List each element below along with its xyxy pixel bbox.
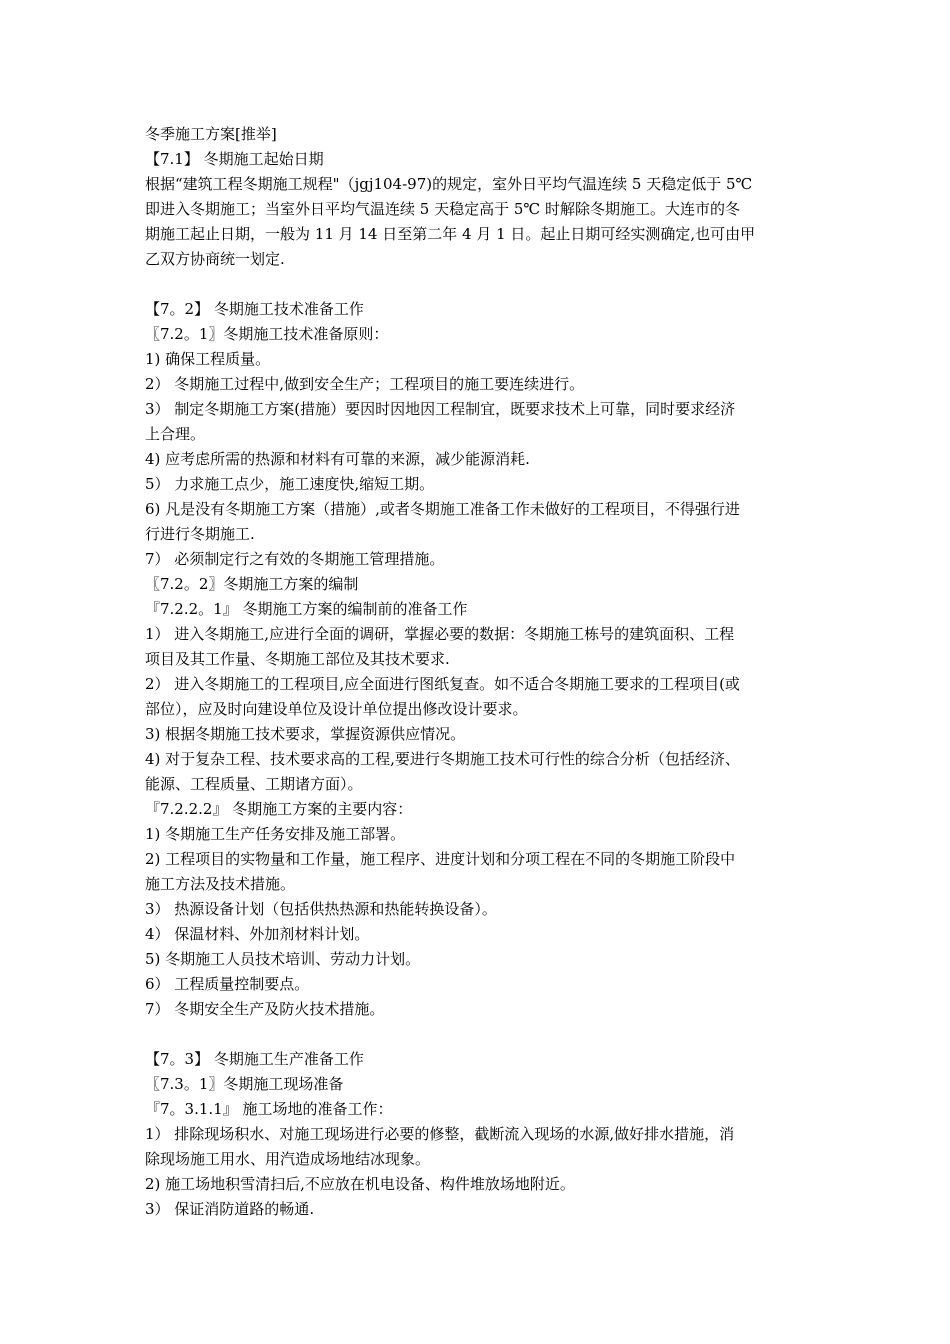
list-item: 1) 确保工程质量。: [145, 350, 271, 368]
list-item-continuation: 项目及其工作量、冬期施工部位及其技术要求.: [145, 650, 450, 668]
list-item: 2） 冬期施工过程中,做到安全生产；工程项目的施工要连续进行。: [145, 375, 585, 393]
list-item: 3） 制定冬期施工方案(措施）要因时因地因工程制宜，既要求技术上可靠，同时要求经济: [145, 400, 736, 418]
subsubsection-heading: 『7。3.1.1』 施工场地的准备工作：: [145, 1100, 393, 1118]
list-item: 3） 热源设备计划（包括供热热源和热能转换设备）。: [145, 900, 497, 918]
list-item: 2) 工程项目的实物量和工作量，施工程序、进度计划和分项工程在不同的冬期施工阶段中: [145, 850, 736, 868]
list-item: 4) 对于复杂工程、技术要求高的工程,要进行冬期施工技术可行性的综合分析（包括经济、: [145, 750, 740, 768]
paragraph-line: 根据“建筑工程冬期施工规程"（jgj104-97)的规定，室外日平均气温连续 5 天稳定低于 5℃: [145, 175, 753, 193]
paragraph-line: 期施工起止日期，一般为 11 月 14 日至第二年 4 月 1 日。起止日期可经实测确定,也可由甲: [145, 225, 756, 243]
list-item: 5) 冬期施工人员技术培训、劳动力计划。: [145, 950, 421, 968]
document-page: [145, 122, 813, 1222]
subsection-heading: 〖7.3。1〗冬期施工现场准备: [145, 1075, 344, 1093]
list-item: 2) 施工场地积雪清扫后,不应放在机电设备、构件堆放场地附近。: [145, 1175, 575, 1193]
blank-line: [145, 272, 813, 297]
list-item-continuation: 行进行冬期施工.: [145, 525, 255, 543]
list-item-continuation: 上合理。: [145, 425, 206, 443]
subsubsection-heading: 『7.2.2.2』 冬期施工方案的主要内容：: [145, 800, 413, 818]
list-item: 5） 力求施工点少，施工速度快,缩短工期。: [145, 475, 435, 493]
list-item-continuation: 能源、工程质量、工期诸方面）。: [145, 775, 363, 793]
list-item-continuation: 施工方法及技术措施。: [145, 875, 296, 893]
list-item: 4） 保温材料、外加剂材料计划。: [145, 925, 370, 943]
list-item: 1） 排除现场积水、对施工现场进行必要的修整，截断流入现场的水源,做好排水措施，消: [145, 1125, 735, 1143]
section-heading-7-2: 【7。2】 冬期施工技术准备工作: [145, 300, 364, 318]
list-item: 4) 应考虑所需的热源和材料有可靠的来源，减少能源消耗.: [145, 450, 530, 468]
blank-line: [145, 1022, 813, 1047]
list-item-continuation: 除现场施工用水、用汽造成场地结冰现象。: [145, 1150, 431, 1168]
list-item-continuation: 部位），应及时向建设单位及设计单位提出修改设计要求。: [145, 700, 528, 718]
list-item: 7） 冬期安全生产及防火技术措施。: [145, 1000, 385, 1018]
list-item: 3） 保证消防道路的畅通.: [145, 1200, 315, 1218]
subsection-heading: 〖7.2。1〗冬期施工技术准备原则：: [145, 325, 389, 343]
list-item: 6) 凡是没有冬期施工方案（措施）,或者冬期施工准备工作未做好的工程项目，不得强行进: [145, 500, 740, 518]
list-item: 1） 进入冬期施工,应进行全面的调研，掌握必要的数据：冬期施工栋号的建筑面积、工程: [145, 625, 735, 643]
list-item: 3) 根据冬期施工技术要求，掌握资源供应情况。: [145, 725, 466, 743]
list-item: 6） 工程质量控制要点。: [145, 975, 310, 993]
list-item: 7） 必须制定行之有效的冬期施工管理措施。: [145, 550, 445, 568]
list-item: 2） 进入冬期施工的工程项目,应全面进行图纸复查。如不适合冬期施工要求的工程项目(或: [145, 675, 740, 693]
subsubsection-heading: 『7.2.2。1』 冬期施工方案的编制前的准备工作: [145, 600, 468, 618]
paragraph-line: 即进入冬期施工；当室外日平均气温连续 5 天稳定高于 5℃ 时解除冬期施工。大连市的冬: [145, 200, 740, 218]
document-title: 冬季施工方案[推举]: [145, 125, 277, 143]
list-item: 1) 冬期施工生产任务安排及施工部署。: [145, 825, 406, 843]
subsection-heading: 〖7.2。2〗冬期施工方案的编制: [145, 575, 359, 593]
paragraph-line: 乙双方协商统一划定.: [145, 250, 285, 268]
section-heading-7-3: 【7。3】 冬期施工生产准备工作: [145, 1050, 364, 1068]
section-heading-7-1: 【7.1】 冬期施工起始日期: [145, 150, 324, 168]
